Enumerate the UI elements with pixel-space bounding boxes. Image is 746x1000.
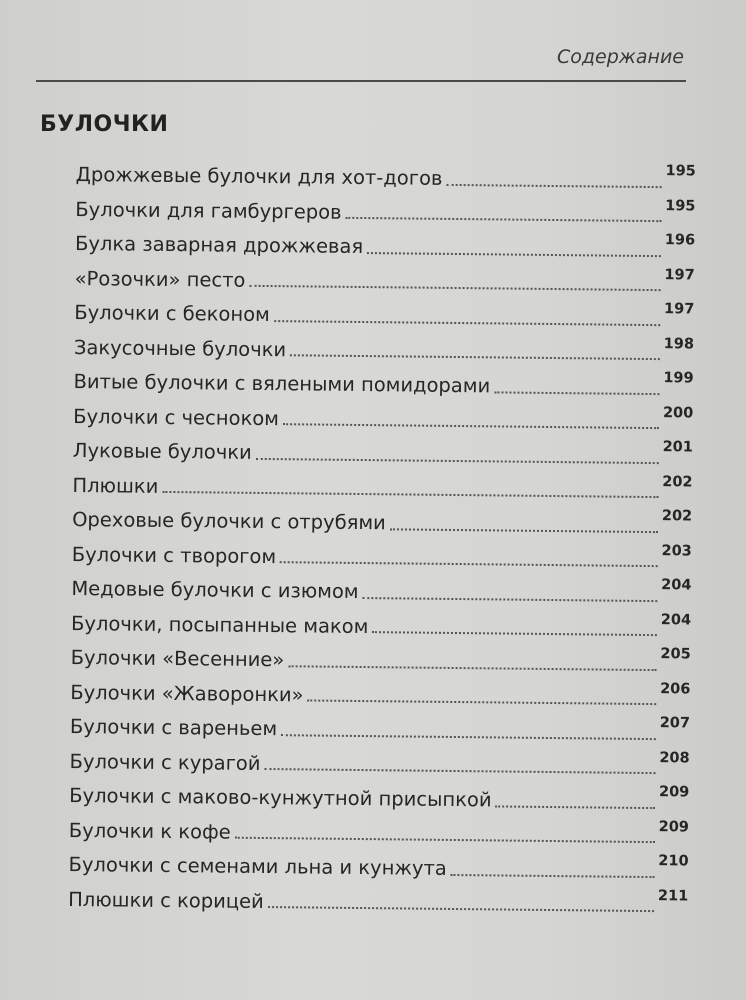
toc-entry-title: Булочки «Жаворонки» bbox=[70, 680, 304, 706]
toc-entry-title: Закусочные булочки bbox=[73, 335, 287, 361]
toc-entry bbox=[70, 702, 690, 743]
toc-entry-title: Булочки к кофе bbox=[68, 818, 231, 844]
dot-leader bbox=[363, 597, 658, 602]
toc-entry-page: 198 bbox=[663, 335, 695, 352]
toc-entry bbox=[69, 736, 689, 777]
toc-entry-page: 204 bbox=[660, 611, 692, 628]
dot-leader bbox=[372, 631, 656, 636]
toc-entry-page: 202 bbox=[662, 473, 693, 490]
toc-entry-page: 197 bbox=[664, 301, 695, 318]
toc-entry-title: Булка заварная дрожжевая bbox=[74, 231, 364, 259]
toc-entry-page: 200 bbox=[662, 404, 694, 421]
toc-list bbox=[68, 150, 696, 915]
toc-entry-title: Дрожжевые булочки для хот-догов bbox=[75, 162, 443, 190]
toc-entry-title: Булочки с курагой bbox=[69, 749, 261, 775]
toc-entry bbox=[74, 322, 694, 363]
toc-entry-page: 211 bbox=[657, 887, 689, 904]
toc-entry-page: 209 bbox=[658, 818, 690, 835]
toc-entry-title: Булочки с семенами льна и кунжута bbox=[68, 852, 447, 880]
toc-entry-page: 202 bbox=[661, 508, 693, 525]
toc-entry-title: «Розочки» песто bbox=[74, 266, 246, 292]
dot-leader bbox=[390, 528, 658, 533]
toc-entry-title: Булочки с беконом bbox=[74, 300, 270, 327]
toc-entry-page: 209 bbox=[658, 784, 690, 801]
toc-entry-title: Булочки для гамбургеров bbox=[75, 197, 342, 224]
section-title: БУЛОЧКИ bbox=[40, 112, 169, 137]
toc-entry bbox=[71, 598, 691, 639]
toc-entry-page: 208 bbox=[659, 749, 690, 766]
header-rule bbox=[36, 80, 686, 82]
toc-entry-page: 203 bbox=[661, 542, 692, 559]
toc-entry bbox=[72, 529, 692, 570]
toc-entry bbox=[69, 805, 689, 846]
dot-leader bbox=[446, 183, 661, 187]
toc-entry-title: Булочки с вареньем bbox=[69, 714, 278, 741]
toc-entry bbox=[76, 150, 696, 191]
toc-entry bbox=[73, 426, 693, 467]
toc-entry-page: 206 bbox=[660, 680, 691, 697]
toc-entry-title: Витые булочки с вялеными помидорами bbox=[73, 369, 491, 398]
dot-leader bbox=[496, 805, 655, 809]
toc-entry-page: 204 bbox=[661, 577, 692, 594]
toc-entry bbox=[72, 495, 692, 536]
running-title: Содержание bbox=[557, 46, 684, 68]
toc-entry bbox=[68, 874, 688, 915]
toc-entry-page: 197 bbox=[664, 266, 695, 283]
toc-entry-title: Булочки с маково-кунжутной присыпкой bbox=[69, 783, 492, 812]
dot-leader bbox=[494, 391, 659, 395]
dot-leader bbox=[268, 906, 654, 912]
toc-entry-title: Ореховые булочки с отрубями bbox=[72, 507, 386, 535]
toc-entry-title: Булочки с творогом bbox=[71, 542, 277, 568]
toc-entry bbox=[74, 288, 694, 329]
toc-entry bbox=[75, 219, 695, 260]
toc-entry bbox=[73, 357, 693, 398]
toc-entry bbox=[68, 840, 688, 881]
toc-entry bbox=[75, 184, 695, 225]
toc-entry bbox=[75, 253, 695, 294]
toc-entry-page: 199 bbox=[663, 370, 694, 387]
toc-entry-title: Плюшки с корицей bbox=[68, 887, 264, 913]
toc-entry-page: 207 bbox=[659, 715, 691, 732]
toc-entry-title: Булочки, посыпанные маком bbox=[70, 611, 369, 638]
toc-entry bbox=[71, 633, 691, 674]
toc-entry-page: 195 bbox=[665, 163, 696, 180]
toc-entry-page: 201 bbox=[662, 439, 694, 456]
dot-leader bbox=[451, 873, 654, 877]
toc-entry-title: Луковые булочки bbox=[72, 438, 252, 464]
toc-entry-title: Плюшки bbox=[72, 473, 159, 498]
toc-entry bbox=[70, 667, 690, 708]
toc-entry-page: 205 bbox=[660, 646, 691, 663]
toc-entry bbox=[69, 771, 689, 812]
toc-entry-title: Булочки с чесноком bbox=[73, 404, 280, 430]
dot-leader bbox=[367, 252, 661, 257]
toc-entry-page: 196 bbox=[664, 232, 696, 249]
toc-entry-title: Булочки «Весенние» bbox=[70, 645, 285, 672]
toc-entry bbox=[71, 564, 691, 605]
toc-entry-page: 195 bbox=[665, 197, 696, 214]
toc-entry-page: 210 bbox=[658, 853, 689, 870]
toc-entry-title: Медовые булочки с изюмом bbox=[71, 576, 359, 603]
toc-entry bbox=[73, 391, 693, 432]
